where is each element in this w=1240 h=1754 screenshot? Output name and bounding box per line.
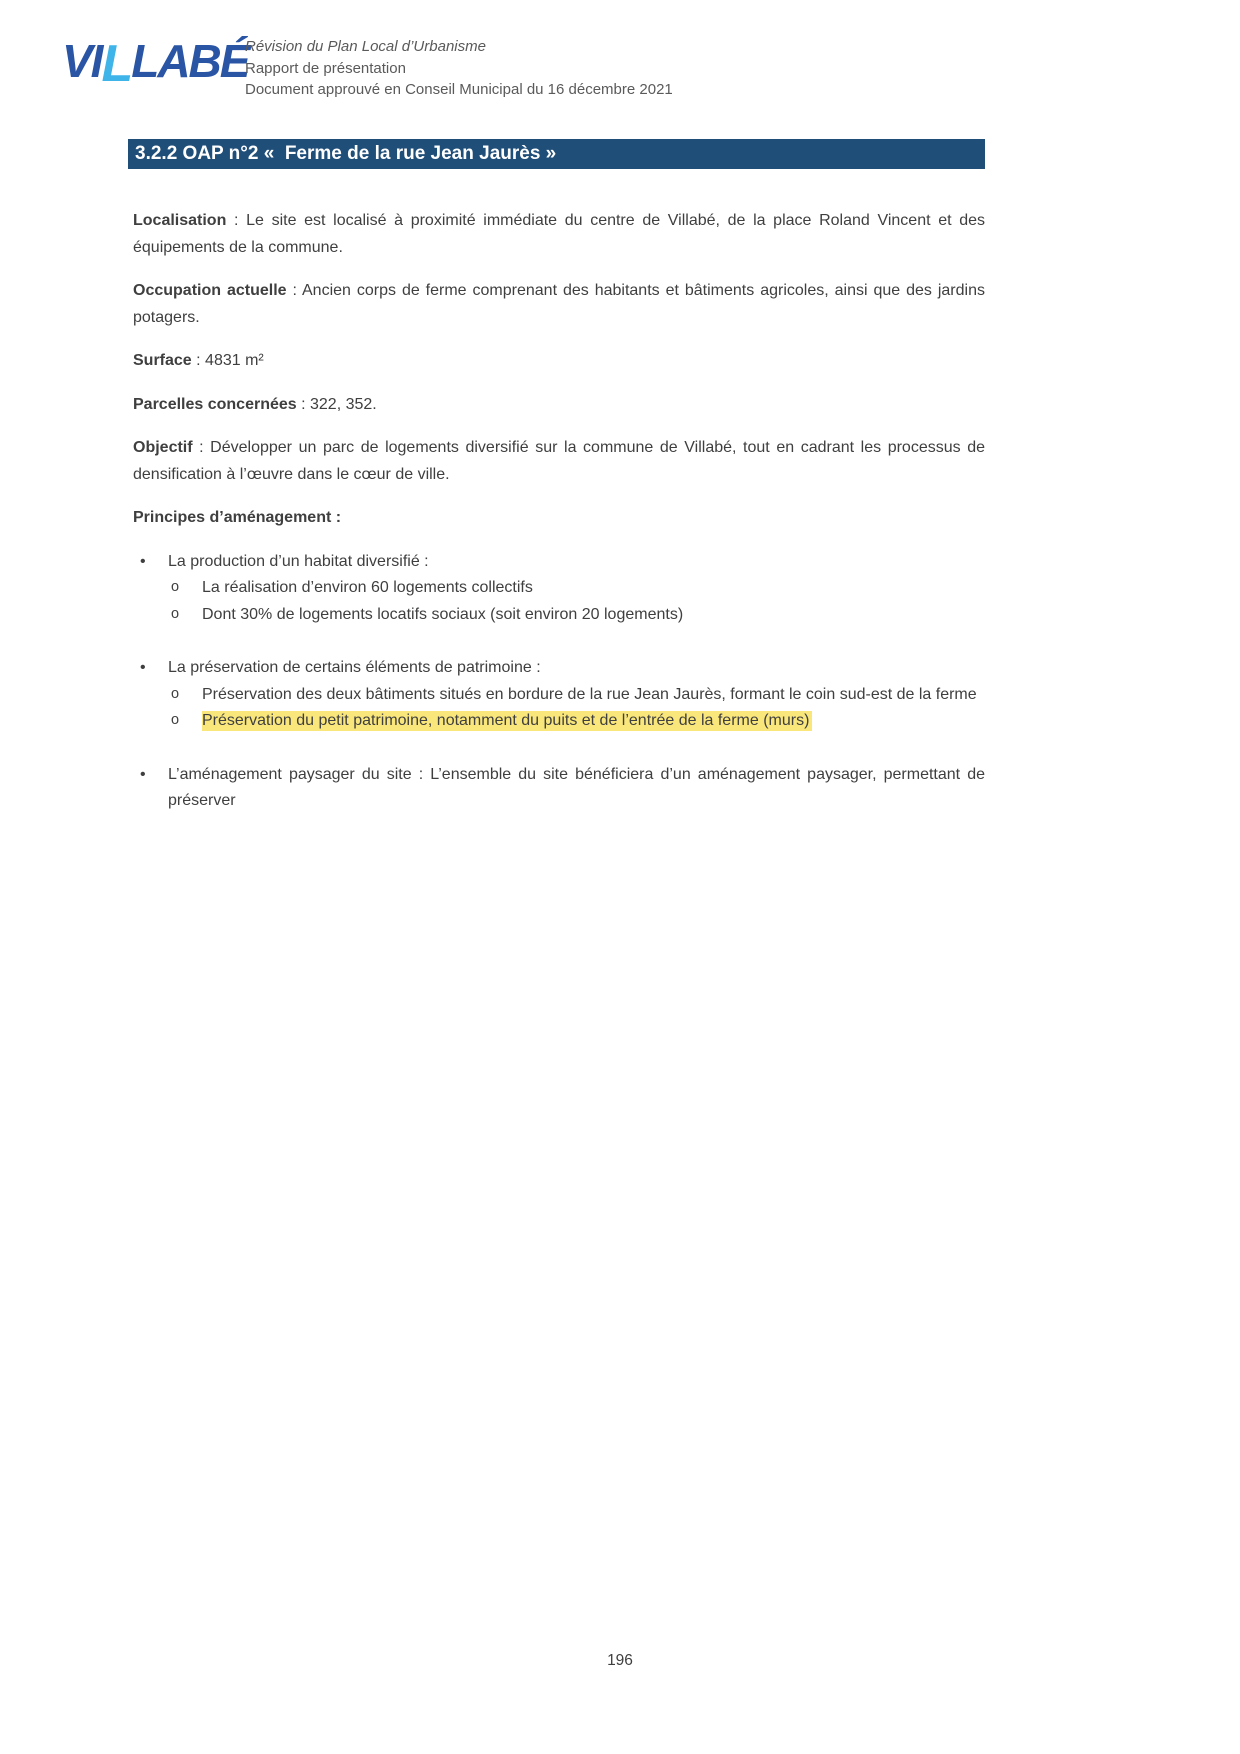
paragraph-text: : 4831 m² (191, 352, 264, 369)
sub-bullet-60-logements (133, 575, 985, 602)
principles-list (133, 549, 985, 815)
logo-text-dark: VI (62, 35, 102, 87)
logo-text-dark: LABÉ (131, 35, 249, 87)
paragraph-label: Occupation actuelle (133, 282, 287, 299)
paragraph-occupation-actuelle (133, 278, 985, 331)
section-title-banner (128, 139, 985, 169)
bullet-amenagement-paysager (133, 762, 985, 815)
section-title: 3.2.2 OAP n°2 « Ferme de la rue Jean Jaurès » (135, 143, 557, 164)
paragraph-localisation (133, 208, 985, 261)
header-approval-note: Document approuvé en Conseil Municipal du 16 décembre 2021 (245, 81, 673, 98)
paragraph-text: : 322, 352. (296, 395, 377, 413)
bullet-text: La production d’un habitat diversifié : (168, 552, 429, 570)
highlighted-text: Préservation du petit patrimoine, notamment du puits et de l’entrée de la ferme (murs) (202, 711, 812, 731)
page-number: 196 (607, 1652, 633, 1669)
principles-heading: Principes d’aménagement : (133, 509, 342, 526)
header-report-title: Rapport de présentation (245, 59, 406, 77)
sub-bullet-logements-sociaux (133, 602, 985, 629)
bullet-text: La préservation de certains éléments de patrimoine : (168, 659, 541, 676)
sub-bullet-text: Dont 30% de logements locatifs sociaux (soit environ 20 logements) (202, 605, 684, 623)
sub-bullet-text: La réalisation d’environ 60 logements collectifs (202, 579, 533, 596)
logo-text-light: L (101, 35, 132, 93)
paragraph-label: Surface (133, 352, 192, 369)
paragraph-label: Parcelles concernées (133, 395, 297, 413)
bullet-patrimoine (133, 655, 985, 682)
bullet-text: L’aménagement paysager du site : L’ensemble du site bénéficiera d’un aménagement paysager, permettant de préserver (168, 765, 985, 809)
sub-bullet-deux-batiments (133, 682, 985, 709)
villabe-logo (62, 30, 249, 93)
paragraph-text: : Le site est localisé à proximité immédiate du centre de Villabé, de la place Roland Vincent et des équipements de la commune. (133, 212, 985, 256)
paragraph-text: : Ancien corps de ferme comprenant des habitants et bâtiments agricoles, ainsi que des jardins potagers. (133, 282, 985, 326)
sub-bullet-petit-patrimoine (133, 708, 985, 735)
paragraph-parcelles (133, 392, 985, 419)
paragraph-surface (133, 348, 985, 375)
paragraph-label: Objectif (133, 439, 193, 456)
paragraph-label: Localisation (133, 212, 227, 229)
bullet-habitat-diversifie (133, 549, 985, 576)
document-body (133, 208, 985, 815)
paragraph-text: : Développer un parc de logements diversifié sur la commune de Villabé, tout en cadrant les processus de densification à l’œuvre dans le cœur de ville. (133, 439, 985, 483)
sub-bullet-text: Préservation des deux bâtiments situés en bordure de la rue Jean Jaurès, formant le coin sud-est de la ferme (202, 685, 977, 703)
header-document-type: Révision du Plan Local d’Urbanisme (245, 38, 486, 55)
paragraph-objectif (133, 435, 985, 488)
document-header (245, 36, 673, 101)
